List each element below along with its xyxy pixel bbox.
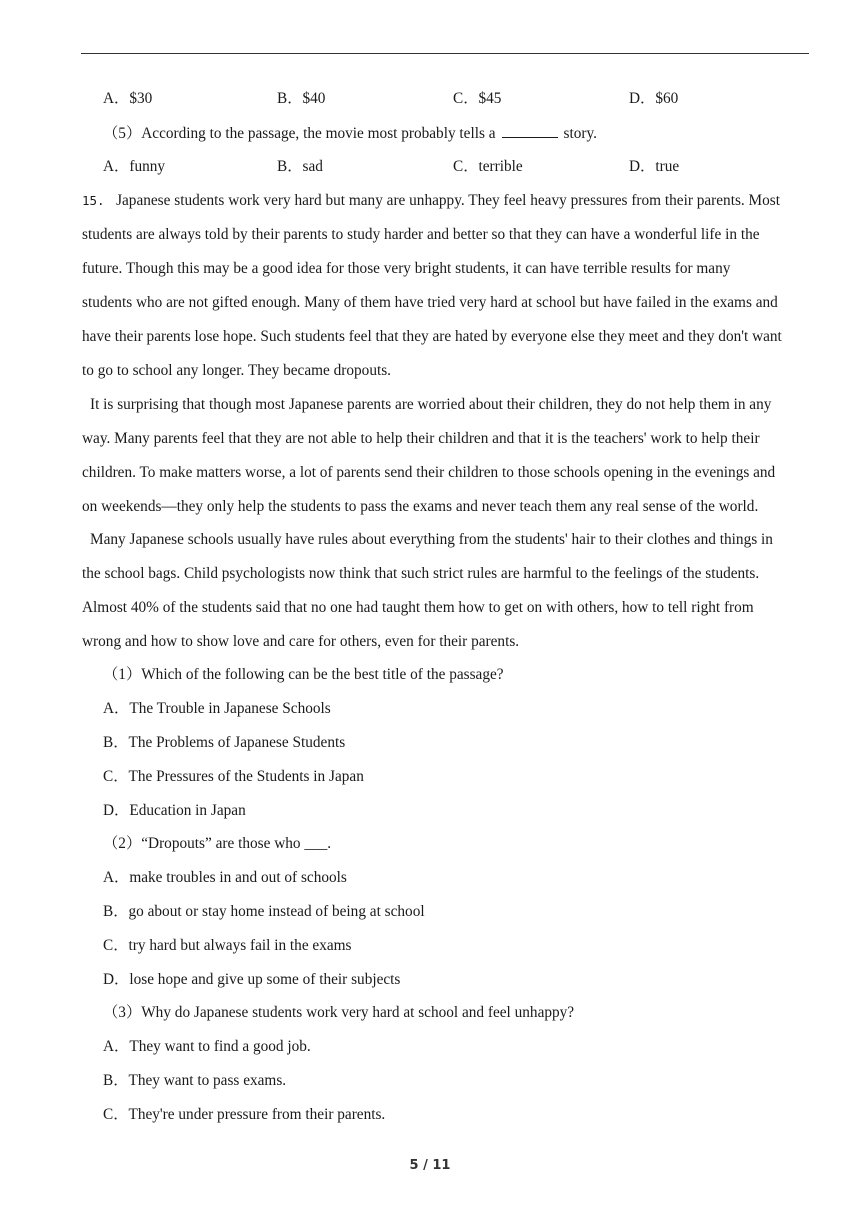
q14-question-5 xyxy=(103,123,831,144)
q5-stem: （5）According to the passage, the movie most probably tells a xyxy=(103,125,496,142)
passage-line: have their parents lose hope. Such students feel that they are hated by everyone else they meet and they don't want xyxy=(82,328,782,345)
passage-line: to go to school any longer. They became dropouts. xyxy=(82,362,391,379)
passage-line: children. To make matters worse, a lot of parents send their children to those schools opening in the evenings and xyxy=(82,464,776,481)
passage-line: future. Though this may be a good idea for those very bright students, it can have terrible results for many xyxy=(82,260,731,277)
answer-blank xyxy=(502,123,558,138)
option-c: C．They're under pressure from their parents. xyxy=(103,1106,386,1123)
header-rule xyxy=(81,53,809,54)
page-number: 5 / 11 xyxy=(409,1158,451,1173)
question-stem: （3）Why do Japanese students work very hard at school and feel unhappy? xyxy=(103,1004,575,1021)
passage-line: way. Many parents feel that they are not able to help their children and that it is the teachers' work to help their xyxy=(82,430,760,447)
option-a: A．They want to find a good job. xyxy=(103,1038,311,1055)
passage-line: wrong and how to show love and care for others, even for their parents. xyxy=(82,633,520,650)
option-b: B．sad xyxy=(277,158,323,175)
passage-line: on weekends—they only help the students to pass the exams and never teach them any real sense of the world. xyxy=(82,498,759,515)
option-a: A．The Trouble in Japanese Schools xyxy=(103,700,331,717)
option-a: A．make troubles in and out of schools xyxy=(103,869,347,886)
option-c: C．try hard but always fail in the exams xyxy=(103,937,352,954)
q5-stem-end: story. xyxy=(563,125,597,142)
passage-line: It is surprising that though most Japanese parents are worried about their children, they do not help them in any xyxy=(90,396,772,413)
option-d: D．$60 xyxy=(629,90,679,107)
option-c: C．The Pressures of the Students in Japan xyxy=(103,768,364,785)
option-b: B．$40 xyxy=(277,90,326,107)
option-c: C．terrible xyxy=(453,158,523,175)
option-a: A．funny xyxy=(103,158,166,175)
passage-line: 15. Japanese students work very hard but many are unhappy. They feel heavy pressures from their parents. Most xyxy=(82,192,781,209)
question-stem: （2）“Dropouts” are those who ___. xyxy=(103,835,332,852)
passage-line: the school bags. Child psychologists now think that such strict rules are harmful to the feelings of the students. xyxy=(82,565,760,582)
passage-line: students are always told by their parents to study harder and better so that they can have a wonderful life in the xyxy=(82,226,760,243)
option-b: B．go about or stay home instead of being at school xyxy=(103,903,425,920)
option-b: B．They want to pass exams. xyxy=(103,1072,287,1089)
question-number: 15. xyxy=(82,193,105,208)
option-d: D．true xyxy=(629,158,680,175)
option-a: A．$30 xyxy=(103,90,153,107)
passage-line: Almost 40% of the students said that no one had taught them how to get on with others, how to tell right from xyxy=(82,599,754,616)
option-c: C．$45 xyxy=(453,90,502,107)
passage-line: students who are not gifted enough. Many of them have tried very hard at school but have failed in the exams and xyxy=(82,294,778,311)
passage-line: Many Japanese schools usually have rules about everything from the students' hair to their clothes and things in xyxy=(90,531,773,548)
option-b: B．The Problems of Japanese Students xyxy=(103,734,346,751)
option-d: D．lose hope and give up some of their subjects xyxy=(103,971,401,988)
question-stem: （1）Which of the following can be the best title of the passage? xyxy=(103,666,504,683)
option-d: D．Education in Japan xyxy=(103,802,246,819)
